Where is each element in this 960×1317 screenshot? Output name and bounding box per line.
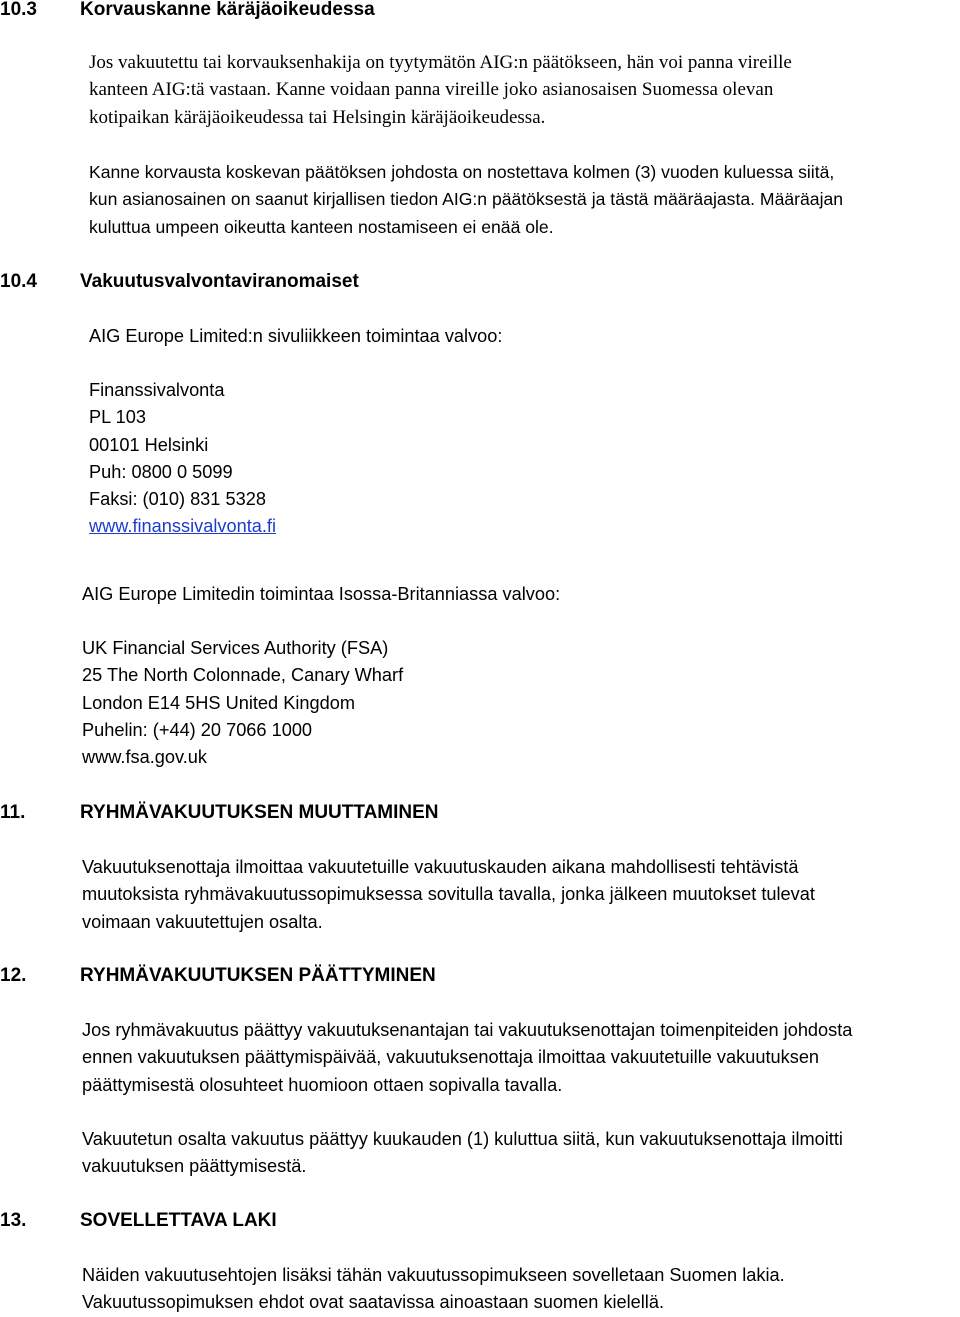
- section-number: 10.4: [0, 271, 37, 292]
- fiva-website-link[interactable]: www.finanssivalvonta.fi: [89, 516, 277, 537]
- text-line: ennen vakuutuksen päättymispäivää, vakuutuksenottaja ilmoittaa vakuutetuille vakuutuksen: [82, 1047, 820, 1068]
- supervisor-intro-uk: AIG Europe Limitedin toimintaa Isossa-Britanniassa valvoo:: [82, 584, 561, 604]
- fsa-website: www.fsa.gov.uk: [82, 747, 208, 768]
- fiva-address-block: [89, 377, 276, 541]
- text-line: Vakuutussopimuksen ehdot ovat saatavissa ainoastaan suomen kielellä.: [82, 1292, 665, 1313]
- fsa-phone: Puhelin: (+44) 20 7066 1000: [82, 719, 313, 740]
- fiva-phone: Puh: 0800 0 5099: [89, 461, 233, 482]
- fsa-address-block: [82, 635, 403, 771]
- section-10-3-paragraph-1: [89, 49, 792, 131]
- text-line: Näiden vakuutusehtojen lisäksi tähän vakuutussopimukseen sovelletaan Suomen lakia.: [82, 1265, 785, 1285]
- fsa-name: UK Financial Services Authority (FSA): [82, 638, 389, 658]
- section-title: Vakuutusvalvontaviranomaiset: [80, 271, 359, 292]
- section-13-paragraph: [82, 1262, 785, 1317]
- section-number: 12.: [0, 965, 27, 986]
- text-line: voimaan vakuutettujen osalta.: [82, 911, 323, 932]
- text-line: Vakuutuksenottaja ilmoittaa vakuutetuille vakuutuskauden aikana mahdollisesti tehtävistä: [82, 857, 799, 877]
- fiva-name: Finanssivalvonta: [89, 380, 225, 400]
- text-line: Vakuutetun osalta vakuutus päättyy kuukauden (1) kuluttua siitä, kun vakuutuksenottaja ilmoitti: [82, 1129, 843, 1149]
- section-12-paragraph-1: [82, 1017, 852, 1099]
- supervisor-intro-finland: AIG Europe Limited:n sivuliikkeen toimintaa valvoo:: [89, 326, 503, 346]
- section-12-paragraph-2: [82, 1126, 843, 1181]
- text-line: kotipaikan käräjäoikeudessa tai Helsingin käräjäoikeudessa.: [89, 106, 546, 128]
- section-title: RYHMÄVAKUUTUKSEN MUUTTAMINEN: [80, 802, 439, 823]
- text-line: kuluttua umpeen oikeutta kanteen nostamiseen ei enää ole.: [89, 216, 554, 237]
- fsa-street: 25 The North Colonnade, Canary Wharf: [82, 665, 404, 686]
- text-line: Kanne korvausta koskevan päätöksen johdosta on nostettava kolmen (3) vuoden kuluessa siitä,: [89, 162, 835, 182]
- section-number: 10.3: [0, 0, 37, 20]
- text-line: kun asianosainen on saanut kirjallisen tiedon AIG:n päätöksestä ja tästä määräajasta. Määräajan: [89, 189, 844, 210]
- fsa-city: London E14 5HS United Kingdom: [82, 692, 355, 713]
- section-11-paragraph: [82, 854, 815, 936]
- fiva-fax: Faksi: (010) 831 5328: [89, 489, 266, 510]
- section-10-3-paragraph-2: [89, 159, 843, 241]
- text-line: päättymisestä olosuhteet huomioon ottaen sopivalla tavalla.: [82, 1074, 563, 1095]
- text-line: vakuutuksen päättymisestä.: [82, 1156, 307, 1177]
- section-title: SOVELLETTAVA LAKI: [80, 1210, 277, 1231]
- text-line: kanteen AIG:tä vastaan. Kanne voidaan panna vireille joko asianosaisen Suomessa olevan: [89, 79, 774, 101]
- text-line: Jos vakuutettu tai korvauksenhakija on tyytymätön AIG:n päätökseen, hän voi panna vireille: [89, 52, 792, 73]
- fiva-po-box: PL 103: [89, 407, 146, 428]
- section-title: RYHMÄVAKUUTUKSEN PÄÄTTYMINEN: [80, 965, 436, 986]
- section-title: Korvauskanne käräjäoikeudessa: [80, 0, 375, 20]
- fiva-city: 00101 Helsinki: [89, 434, 209, 455]
- section-number: 13.: [0, 1210, 27, 1231]
- text-line: muutoksista ryhmävakuutussopimuksessa sovitulla tavalla, jonka jälkeen muutokset tulevat: [82, 884, 815, 905]
- text-line: Jos ryhmävakuutus päättyy vakuutuksenantajan tai vakuutuksenottajan toimenpiteiden johdosta: [82, 1020, 853, 1040]
- section-number: 11.: [0, 802, 26, 823]
